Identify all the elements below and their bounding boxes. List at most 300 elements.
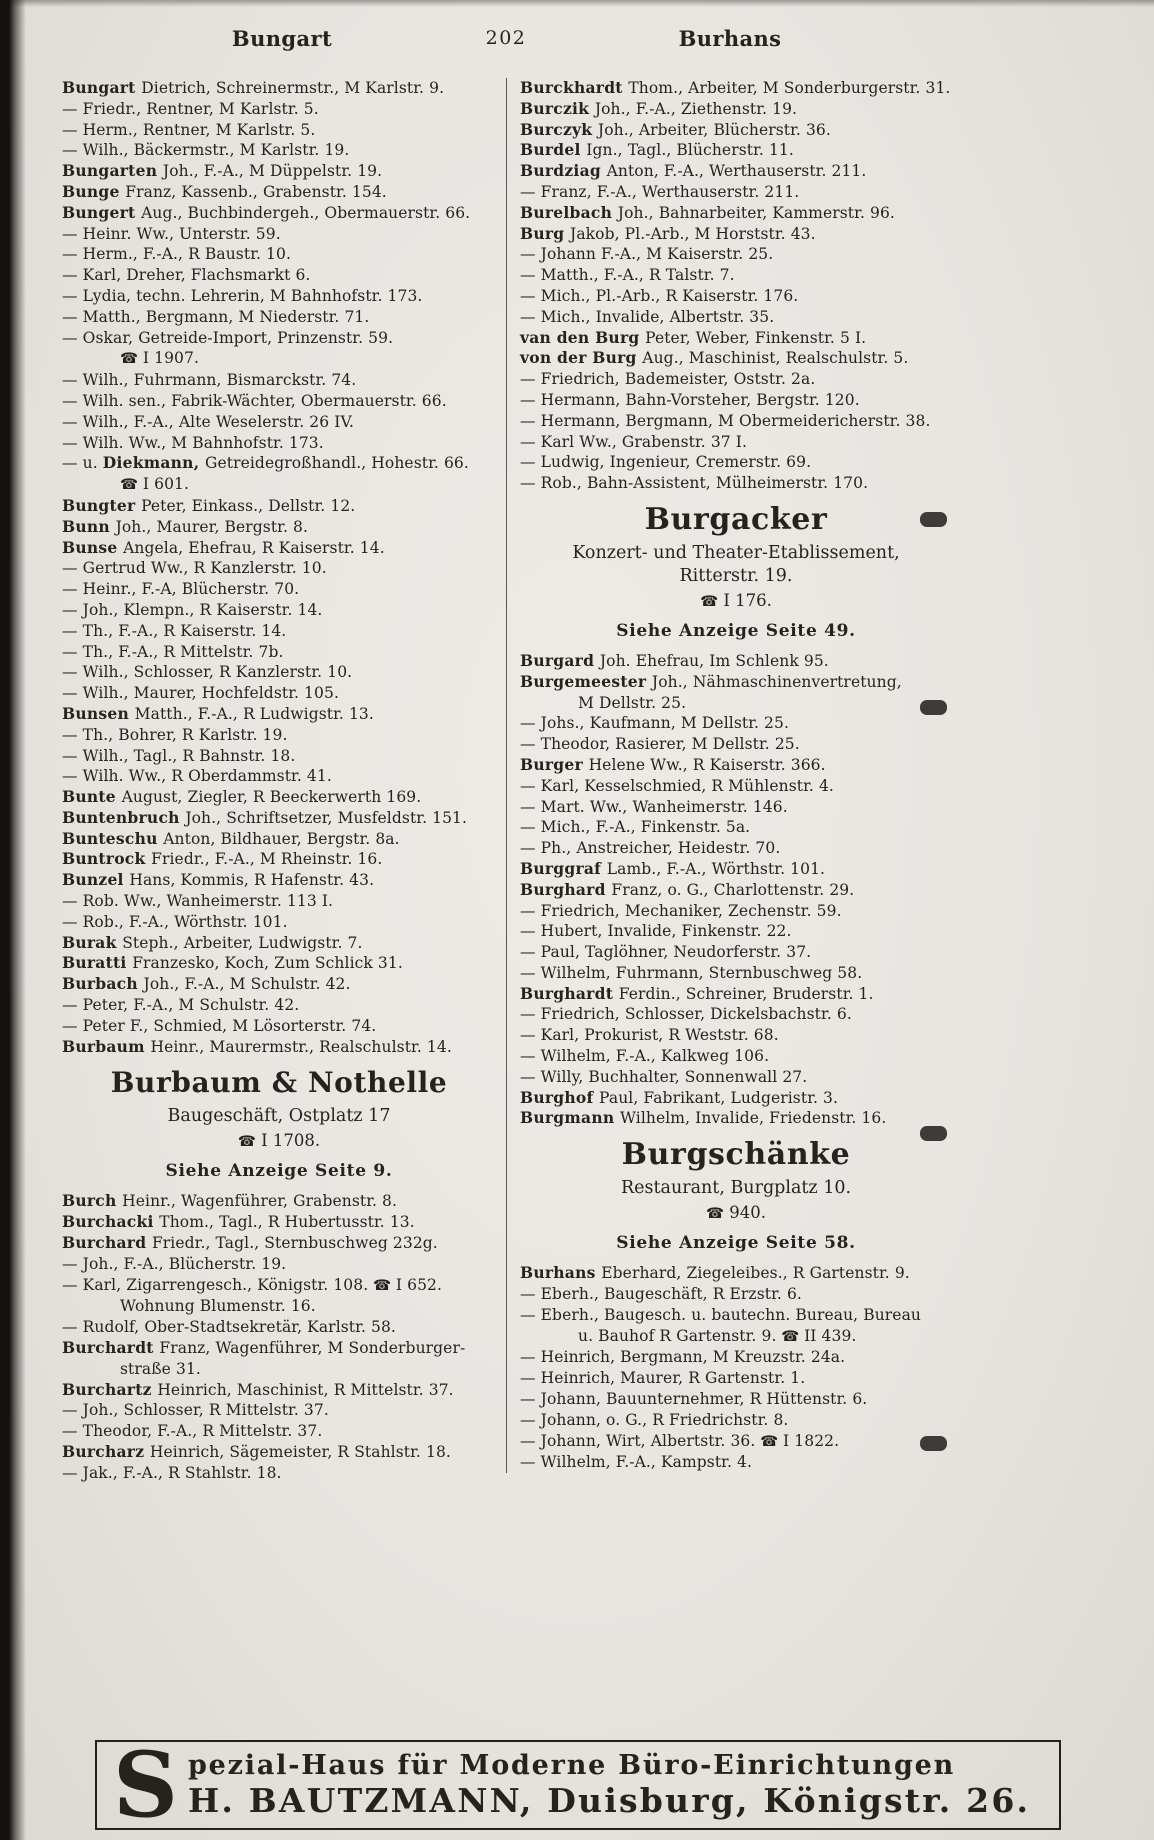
entry-details: Thom., Tagl., R Hubertusstr. 13. xyxy=(159,1213,415,1232)
entry-details: Friedr., F.-A., M Rheinstr. 16. xyxy=(151,850,383,869)
entry-details: Joh., Bahnarbeiter, Kammerstr. 96. xyxy=(617,203,895,222)
footer-ad-line2: H. BAUTZMANN, Duisburg, Königstr. 26. xyxy=(188,1781,1031,1820)
directory-entry xyxy=(62,787,496,808)
directory-entry xyxy=(62,1212,496,1233)
entry-dash: — xyxy=(62,746,83,765)
entry-list xyxy=(62,78,496,1057)
entry-dash: — xyxy=(520,370,541,389)
entry-details: Heinr., F.-A, Blücherstr. 70. xyxy=(82,580,300,599)
entry-dash: — xyxy=(62,767,83,786)
entry-details: Heinr., Maurermstr., Realschulstr. 14. xyxy=(150,1037,452,1056)
directory-entry xyxy=(520,672,952,693)
entry-details: Mart. Ww., Wanheimerstr. 146. xyxy=(540,797,788,816)
directory-entry xyxy=(62,1442,496,1463)
entry-dash: — xyxy=(62,391,83,410)
directory-entry xyxy=(520,1389,952,1410)
phone-icon: ☎ xyxy=(776,1328,805,1345)
directory-entry xyxy=(520,265,952,286)
directory-entry xyxy=(62,808,496,829)
entry-details: Rob., Bahn-Assistent, Mülheimerstr. 170. xyxy=(540,474,869,493)
entry-details: Heinr. Ww., Unterstr. 59. xyxy=(82,224,281,243)
phone-icon: ☎ xyxy=(120,351,143,368)
entry-dash: — xyxy=(62,621,83,640)
entry-surname: Burak xyxy=(62,932,123,952)
entry-surname: Bunzel xyxy=(62,870,130,890)
directory-entry xyxy=(520,1067,952,1088)
entry-details: Wilh., Bäckermstr., M Karlstr. 19. xyxy=(82,141,350,160)
entry-details: Friedrich, Bademeister, Oststr. 2a. xyxy=(540,370,816,389)
entry-details: Hermann, Bergmann, M Obermeidericherstr. 38. xyxy=(540,411,931,430)
directory-entry xyxy=(62,120,496,141)
entry-details: Joh., Schlosser, R Mittelstr. 37. xyxy=(82,1401,329,1420)
entry-details: Peter, F.-A., M Schulstr. 42. xyxy=(82,996,300,1015)
entry-dash: — xyxy=(520,1026,541,1045)
entry-dash: — xyxy=(62,454,83,473)
entry-dash: — xyxy=(62,996,83,1015)
ad-line: Baugeschäft, Ostplatz 17 xyxy=(167,1106,391,1127)
entry-details: Heinrich, Maurer, R Gartenstr. 1. xyxy=(540,1369,806,1388)
directory-entry xyxy=(520,1431,952,1453)
entry-details: Wilh., Schlosser, R Kanzlerstr. 10. xyxy=(82,663,353,682)
entry-dash: — xyxy=(62,328,83,347)
entry-surname: Burczik xyxy=(520,98,595,118)
entry-details: Joh., F.-A., M Schulstr. 42. xyxy=(143,975,351,994)
phone-icon: ☎ xyxy=(368,1277,396,1294)
entry-dash: — xyxy=(62,224,83,243)
directory-entry xyxy=(520,1452,952,1473)
entry-details: Friedr., Rentner, M Karlstr. 5. xyxy=(82,99,319,118)
entry-details: Heinr., Wagenführer, Grabenstr. 8. xyxy=(122,1192,398,1211)
entry-details: Paul, Fabrikant, Ludgeristr. 3. xyxy=(599,1088,839,1107)
entry-dash: — xyxy=(520,307,541,326)
directory-entry xyxy=(520,203,952,224)
entry-details: Th., Bohrer, R Karlstr. 19. xyxy=(82,725,288,744)
entry-dash: — xyxy=(62,266,83,285)
directory-entry xyxy=(62,182,496,203)
directory-entry xyxy=(62,829,496,850)
directory-entry xyxy=(520,390,952,411)
directory-entry xyxy=(62,1421,496,1442)
entry-details: Mich., F.-A., Finkenstr. 5a. xyxy=(540,818,751,837)
entry-details: Rudolf, Ober-Stadtsekretär, Karlstr. 58. xyxy=(82,1318,396,1337)
entry-dash: — xyxy=(62,286,83,305)
entry-details: Eberhard, Ziegeleibes., R Gartenstr. 9. xyxy=(601,1264,910,1283)
entry-details: Peter F., Schmied, M Lösorterstr. 74. xyxy=(82,1016,377,1035)
entry-details: Joh., Arbeiter, Blücherstr. 36. xyxy=(597,120,831,139)
entry-surname: Buntenbruch xyxy=(62,807,186,827)
entry-dash: — xyxy=(520,1453,541,1472)
entry-list xyxy=(520,1263,952,1473)
directory-columns xyxy=(62,78,952,1484)
entry-details: u. Bauhof R Gartenstr. 9. xyxy=(578,1326,777,1345)
entry-dash: — xyxy=(62,663,83,682)
entry-details: Franz, F.-A., Werthauserstr. 211. xyxy=(540,182,800,201)
directory-entry xyxy=(62,1275,496,1297)
entry-details: Anton, Bildhauer, Bergstr. 8a. xyxy=(163,829,400,848)
entry-dash: — xyxy=(520,286,541,305)
directory-entry xyxy=(520,411,952,432)
header-keyword-left: Bungart xyxy=(231,26,333,51)
directory-entry xyxy=(62,849,496,870)
entry-details: Franz, o. G., Charlottenstr. 29. xyxy=(611,880,855,899)
entry-dash: — xyxy=(520,839,541,858)
entry-surname: Bunn xyxy=(62,516,116,536)
entry-details: Th., F.-A., R Mittelstr. 7b. xyxy=(82,642,284,661)
entry-dash: — xyxy=(520,1067,541,1086)
entry-details: Eberh., Baugeschäft, R Erzstr. 6. xyxy=(540,1285,802,1304)
directory-entry xyxy=(62,746,496,767)
entry-details: Gertrud Ww., R Kanzlerstr. 10. xyxy=(82,559,327,578)
directory-entry xyxy=(62,307,496,328)
ad-phone xyxy=(62,1130,496,1153)
entry-details: Johann, o. G., R Friedrichstr. 8. xyxy=(540,1410,789,1429)
entry-details: Hubert, Invalide, Finkenstr. 22. xyxy=(540,922,792,941)
entry-surname: Burchartz xyxy=(62,1379,158,1399)
entry-details: Oskar, Getreide-Import, Prinzenstr. 59. xyxy=(82,328,394,347)
entry-surname: Burggraf xyxy=(520,858,607,878)
entry-details: Helene Ww., R Kaiserstr. 366. xyxy=(588,755,826,774)
directory-entry xyxy=(62,995,496,1016)
entry-details: Heinrich, Bergmann, M Kreuzstr. 24a. xyxy=(540,1348,846,1367)
entry-dash: — xyxy=(62,120,83,139)
entry-details: Wilh., Tagl., R Bahnstr. 18. xyxy=(82,746,296,765)
entry-details: Wilh., F.-A., Alte Weselerstr. 26 IV. xyxy=(82,412,355,431)
entry-dash: — xyxy=(520,963,541,982)
directory-entry xyxy=(520,1088,952,1109)
directory-entry xyxy=(520,369,952,390)
inline-ad-burbaum-nothelle xyxy=(62,1067,496,1183)
entry-details: Angela, Ehefrau, R Kaiserstr. 14. xyxy=(123,538,385,557)
directory-entry xyxy=(520,693,952,714)
directory-entry xyxy=(520,1410,952,1431)
directory-entry xyxy=(520,286,952,307)
phone-number: II 439. xyxy=(804,1326,857,1345)
entry-dash: — xyxy=(520,390,541,409)
entry-details: Eberh., Baugesch. u. bautechn. Bureau, Bureau xyxy=(540,1305,922,1324)
entry-surname: Burbaum xyxy=(62,1036,151,1056)
entry-details: Karl, Zigarrengesch., Königstr. 108. xyxy=(82,1275,369,1294)
entry-surname: Burczyk xyxy=(520,119,598,139)
entry-surname: Burchard xyxy=(62,1233,152,1253)
entry-dash: — xyxy=(62,559,83,578)
directory-entry xyxy=(520,1326,952,1348)
directory-entry xyxy=(520,244,952,265)
entry-dash: — xyxy=(520,1285,541,1304)
phone-number: 940. xyxy=(729,1203,767,1223)
entry-details: Heinrich, Sägemeister, R Stahlstr. 18. xyxy=(149,1443,451,1462)
directory-entry xyxy=(520,776,952,797)
entry-surname: Burghof xyxy=(520,1087,600,1107)
entry-dash: — xyxy=(520,901,541,920)
directory-entry xyxy=(62,265,496,286)
entry-dash: — xyxy=(62,684,83,703)
entry-dash: — xyxy=(520,1410,541,1429)
scan-top-shadow xyxy=(0,0,1154,7)
directory-entry xyxy=(62,538,496,559)
entry-text: u. xyxy=(82,454,103,473)
entry-details: Joh., F.-A., Blücherstr. 19. xyxy=(82,1254,287,1273)
entry-surname: Burch xyxy=(62,1191,123,1211)
entry-dash: — xyxy=(520,411,541,430)
entry-dash: — xyxy=(62,412,83,431)
entry-details: Theodor, F.-A., R Mittelstr. 37. xyxy=(82,1422,323,1441)
directory-entry xyxy=(62,912,496,933)
page-number: 202 xyxy=(485,27,527,49)
entry-details: Friedrich, Mechaniker, Zechenstr. 59. xyxy=(540,901,842,920)
directory-entry xyxy=(520,1263,952,1284)
entry-dash: — xyxy=(62,912,83,931)
directory-entry xyxy=(520,838,952,859)
directory-entry xyxy=(62,1380,496,1401)
entry-details: Johann F.-A., M Kaiserstr. 25. xyxy=(540,245,774,264)
entry-dash: — xyxy=(62,725,83,744)
directory-entry xyxy=(520,755,952,776)
entry-dash: — xyxy=(62,1401,83,1420)
entry-dash: — xyxy=(520,1390,541,1409)
directory-entry xyxy=(520,797,952,818)
entry-dash: — xyxy=(520,245,541,264)
entry-surname: Burelbach xyxy=(520,202,618,222)
entry-dash: — xyxy=(62,433,83,452)
entry-details: Matth., Bergmann, M Niederstr. 71. xyxy=(82,307,370,326)
directory-entry xyxy=(62,1016,496,1037)
entry-details: Friedr., Tagl., Sternbuschweg 232g. xyxy=(151,1234,438,1253)
entry-details: Wilhelm, F.-A., Kampstr. 4. xyxy=(540,1453,753,1472)
entry-dash: — xyxy=(62,307,83,326)
entry-dash: — xyxy=(62,892,83,911)
entry-surname: Burdziag xyxy=(520,161,607,181)
entry-surname: Buntrock xyxy=(62,849,152,869)
phone-icon: ☎ xyxy=(120,477,143,494)
entry-dash: — xyxy=(520,1431,541,1450)
entry-dash: — xyxy=(520,1369,541,1388)
entry-details: Johann, Bauunternehmer, R Hüttenstr. 6. xyxy=(540,1390,868,1409)
entry-surname: Bunse xyxy=(62,537,124,557)
inline-ad-burgschaenke xyxy=(520,1139,952,1255)
entry-list xyxy=(62,1191,496,1483)
entry-surname: Burghard xyxy=(520,879,612,899)
entry-surname: Bunteschu xyxy=(62,828,164,848)
phone-number: I 1822. xyxy=(783,1431,840,1450)
entry-details: Hermann, Bahn-Vorsteher, Bergstr. 120. xyxy=(540,390,860,409)
directory-entry xyxy=(62,621,496,642)
entry-dash: — xyxy=(62,642,83,661)
entry-surname: Buratti xyxy=(62,953,133,973)
entry-dash: — xyxy=(62,1318,83,1337)
entry-details: Ferdin., Schreiner, Bruderstr. 1. xyxy=(618,984,874,1003)
ad-title: Burgschänke xyxy=(621,1137,851,1173)
entry-list xyxy=(520,651,952,1129)
entry-details: Aug., Maschinist, Realschulstr. 5. xyxy=(642,349,909,368)
directory-entry xyxy=(520,901,952,922)
directory-entry xyxy=(62,1359,496,1380)
directory-entry xyxy=(62,370,496,391)
ad-phone xyxy=(520,1202,952,1225)
directory-entry xyxy=(62,1317,496,1338)
directory-entry xyxy=(62,348,496,370)
directory-entry xyxy=(62,328,496,349)
directory-entry xyxy=(520,161,952,182)
entry-dash: — xyxy=(62,371,83,390)
entry-list xyxy=(520,78,952,494)
entry-details: Ign., Tagl., Blücherstr. 11. xyxy=(586,141,794,160)
entry-details: Rob., F.-A., Wörthstr. 101. xyxy=(82,912,288,931)
directory-entry xyxy=(520,348,952,369)
directory-entry xyxy=(62,974,496,995)
entry-surname: von der Burg xyxy=(520,348,643,368)
entry-surname: Bungarten xyxy=(62,161,163,181)
directory-entry xyxy=(62,1296,496,1317)
phone-icon: ☎ xyxy=(237,1134,256,1151)
entry-details: Aug., Buchbindergeh., Obermauerstr. 66. xyxy=(141,203,471,222)
entry-surname: Bunte xyxy=(62,787,122,807)
entry-details: Wilh. Ww., M Bahnhofstr. 173. xyxy=(82,433,324,452)
directory-entry xyxy=(520,984,952,1005)
entry-details: Karl, Kesselschmied, R Mühlenstr. 4. xyxy=(540,776,834,795)
entry-details: Karl, Prokurist, R Weststr. 68. xyxy=(540,1026,779,1045)
entry-dash: — xyxy=(520,1348,541,1367)
entry-details: Lamb., F.-A., Wörthstr. 101. xyxy=(606,859,826,878)
entry-details: Mich., Pl.-Arb., R Kaiserstr. 176. xyxy=(540,286,799,305)
entry-details: August, Ziegler, R Beeckerwerth 169. xyxy=(121,788,422,807)
entry-surname: Burhans xyxy=(520,1263,602,1283)
phone-icon: ☎ xyxy=(705,1206,725,1223)
directory-entry xyxy=(62,286,496,307)
entry-details: Wilh., Fuhrmann, Bismarckstr. 74. xyxy=(82,371,357,390)
entry-details: Joh., Schriftsetzer, Musfeldstr. 151. xyxy=(185,808,468,827)
entry-surname: Burghardt xyxy=(520,983,619,1003)
directory-entry xyxy=(62,662,496,683)
directory-entry xyxy=(62,683,496,704)
entry-surname: Burchardt xyxy=(62,1338,160,1358)
directory-entry xyxy=(520,963,952,984)
directory-entry xyxy=(62,391,496,412)
directory-entry xyxy=(62,1254,496,1275)
entry-surname: Burgard xyxy=(520,650,600,670)
entry-details: Joh., Nähmaschinenvertretung, xyxy=(651,672,902,691)
entry-details: Friedrich, Schlosser, Dickelsbachstr. 6. xyxy=(540,1005,852,1024)
entry-details: Karl, Dreher, Flachsmarkt 6. xyxy=(82,266,311,285)
entry-details: Franz, Kassenb., Grabenstr. 154. xyxy=(125,182,387,201)
directory-entry xyxy=(62,1037,496,1058)
ad-title: Burbaum & Nothelle xyxy=(110,1066,448,1100)
entry-details: Heinrich, Maschinist, R Mittelstr. 37. xyxy=(157,1380,454,1399)
entry-details: Rob. Ww., Wanheimerstr. 113 I. xyxy=(82,892,334,911)
entry-details: Jak., F.-A., R Stahlstr. 18. xyxy=(82,1463,282,1482)
directory-entry xyxy=(520,942,952,963)
entry-surname: Bunge xyxy=(62,181,126,201)
entry-surname: van den Burg xyxy=(520,327,646,347)
directory-entry xyxy=(520,880,952,901)
directory-entry xyxy=(520,1046,952,1067)
phone-icon: ☎ xyxy=(700,593,719,610)
directory-entry xyxy=(62,704,496,725)
phone-icon: ☎ xyxy=(755,1433,784,1450)
entry-details: Franz, Wagenführer, M Sonderburger- xyxy=(159,1339,466,1358)
ad-title: Burgacker xyxy=(644,501,828,537)
directory-entry xyxy=(62,1400,496,1421)
entry-surname: Bungter xyxy=(62,495,142,515)
entry-details: Jakob, Pl.-Arb., M Horststr. 43. xyxy=(570,224,816,243)
directory-entry xyxy=(62,244,496,265)
phone-number: I 652. xyxy=(395,1275,443,1294)
entry-dash: — xyxy=(520,714,541,733)
entry-dash: — xyxy=(520,943,541,962)
directory-entry xyxy=(62,203,496,224)
directory-entry xyxy=(520,651,952,672)
directory-entry xyxy=(62,453,496,474)
entry-dash: — xyxy=(520,735,541,754)
directory-entry xyxy=(520,473,952,494)
directory-entry xyxy=(520,713,952,734)
bottom-banner-ad xyxy=(95,1732,1061,1838)
footer-ad-text xyxy=(188,1750,1030,1820)
entry-details: Wilhelm, F.-A., Kalkweg 106. xyxy=(540,1047,770,1066)
entry-surname: Burg xyxy=(520,223,571,243)
inline-ad-burgacker xyxy=(520,501,952,643)
directory-entry xyxy=(62,517,496,538)
directory-entry xyxy=(520,859,952,880)
directory-entry xyxy=(520,99,952,120)
directory-entry xyxy=(62,1233,496,1254)
ad-see-note: Siehe Anzeige Seite 9. xyxy=(165,1161,393,1182)
entry-details: straße 31. xyxy=(120,1359,201,1378)
directory-entry xyxy=(520,140,952,161)
directory-entry xyxy=(62,558,496,579)
entry-surname: Burchacki xyxy=(62,1212,160,1232)
directory-entry xyxy=(62,496,496,517)
entry-details: Johs., Kaufmann, M Dellstr. 25. xyxy=(540,714,790,733)
phone-number: I 176. xyxy=(723,590,772,610)
entry-details: Peter, Weber, Finkenstr. 5 I. xyxy=(645,328,867,347)
entry-dash: — xyxy=(520,474,541,493)
entry-dash: — xyxy=(62,1275,83,1294)
directory-entry xyxy=(62,891,496,912)
entry-details: Wilh. sen., Fabrik-Wächter, Obermauerstr. 66. xyxy=(82,391,447,410)
directory-entry xyxy=(520,734,952,755)
ad-line: Restaurant, Burgplatz 10. xyxy=(620,1178,852,1199)
page-header xyxy=(62,26,950,58)
entry-details: Ludwig, Ingenieur, Cremerstr. 69. xyxy=(540,453,812,472)
entry-surname: Bunsen xyxy=(62,703,135,723)
directory-entry xyxy=(62,1338,496,1359)
entry-details: Theodor, Rasierer, M Dellstr. 25. xyxy=(540,735,800,754)
entry-dash: — xyxy=(520,776,541,795)
entry-details: Joh., Klempn., R Kaiserstr. 14. xyxy=(82,600,323,619)
directory-entry xyxy=(520,1368,952,1389)
entry-dash: — xyxy=(62,99,83,118)
directory-entry xyxy=(520,224,952,245)
entry-details: Karl Ww., Grabenstr. 37 I. xyxy=(540,432,748,451)
directory-entry xyxy=(62,224,496,245)
entry-details: Getreidegroßhandl., Hohestr. 66. xyxy=(205,454,469,473)
entry-dash: — xyxy=(520,182,541,201)
directory-entry xyxy=(520,78,952,99)
directory-entry xyxy=(62,99,496,120)
header-keyword-right: Burhans xyxy=(678,26,782,51)
entry-surname: Bungert xyxy=(62,202,142,222)
entry-details: Mich., Invalide, Albertstr. 35. xyxy=(540,307,775,326)
directory-entry xyxy=(520,182,952,203)
entry-dash: — xyxy=(520,432,541,451)
entry-details: Anton, F.-A., Werthauserstr. 211. xyxy=(606,162,867,181)
entry-details: Wilhelm, Fuhrmann, Sternbuschweg 58. xyxy=(540,963,863,982)
directory-entry xyxy=(520,921,952,942)
directory-entry xyxy=(62,725,496,746)
directory-entry xyxy=(62,600,496,621)
entry-dash: — xyxy=(62,1016,83,1035)
entry-dash: — xyxy=(520,1047,541,1066)
